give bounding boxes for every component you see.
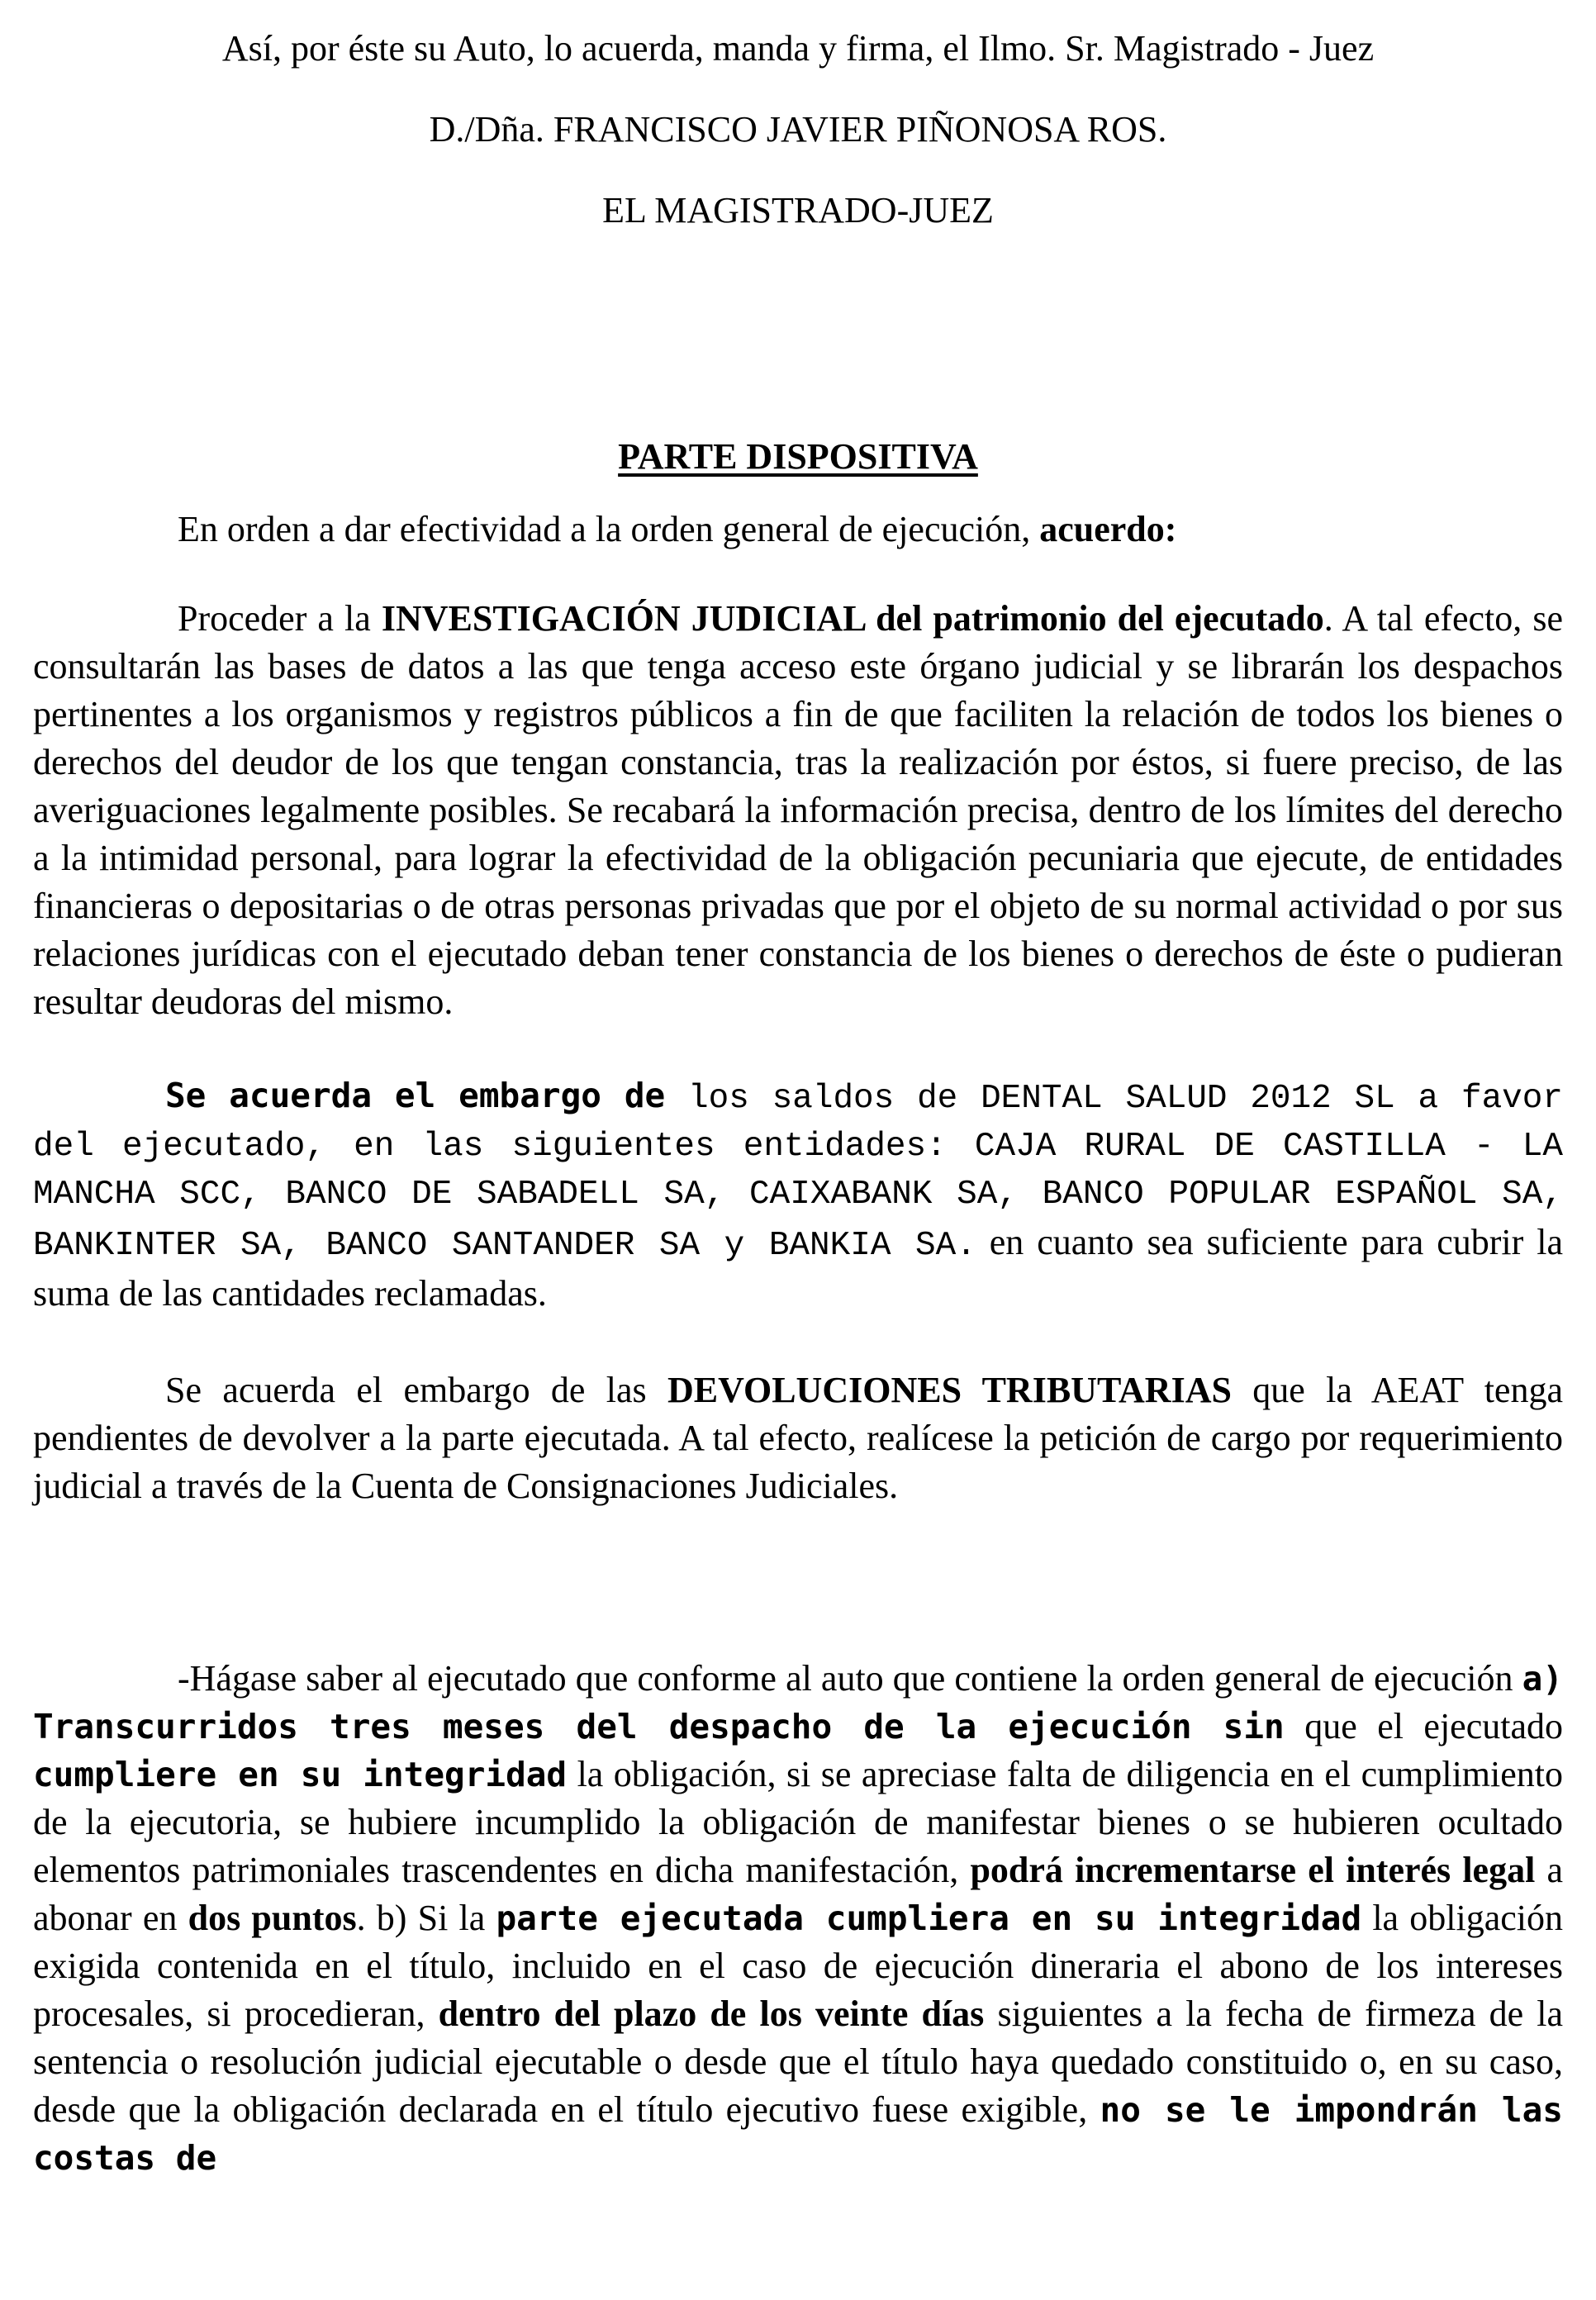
hagase-s6: la obligación exigida contenida en el título, incluido en el caso de ejecución dineraria el abono de los intereses procesales, si procedieran, — [33, 1898, 1563, 2034]
investigation-rest: . A tal efecto, se consultarán las bases de datos a las que tenga acceso este órgano judicial y se librarán los despachos pertinentes a los organismos y registros públicos a fin de que faciliten la relación de todos los bienes o derechos del deudor de los que tengan constancia, tras la realización por éstos, si fuere preciso, de las averiguaciones legalmente posibles. Se recabará la información precisa, dentro de los límites del derecho a la intimidad personal, para lograr la efectividad de la obligación pecuniaria que ejecute, de entidades financieras o depositarias o de otras personas privadas que por el objeto de su normal actividad o por sus relaciones jurídicas con el ejecutado deban tener constancia de los bienes o derechos de éste o pudieran resultar deudoras del mismo. — [33, 598, 1563, 1022]
judge-name: D./Dña. FRANCISCO JAVIER PIÑONOSA ROS. — [429, 109, 1167, 150]
investigation-paragraph — [33, 595, 1563, 1026]
hagase-s4: a abonar en — [33, 1850, 1564, 1938]
devoluciones-bold: DEVOLUCIONES TRIBUTARIAS — [667, 1370, 1232, 1410]
intro-paragraph — [33, 506, 1563, 554]
embargo-rest: en cuanto sea suficiente para cubrir la suma de las cantidades reclamadas. — [33, 1222, 1563, 1314]
hagase-b2: cumpliere en su integridad — [33, 1755, 568, 1794]
hagase-b4: dos puntos — [188, 1898, 357, 1938]
hagase-b7: no se le impondrán las costas de — [33, 2090, 1563, 2178]
devoluciones-pre: Se acuerda el embargo de las — [165, 1370, 667, 1410]
embargo-bold: Se acuerda el embargo de — [165, 1076, 666, 1115]
judge-title: EL MAGISTRADO-JUEZ — [602, 190, 994, 230]
hagase-b5: parte ejecutada cumpliera en su integridad — [496, 1898, 1362, 1938]
hagase-s3: la obligación, si se apreciase falta de diligencia en el cumplimiento de la ejecutoria, se hubiere incumplido la obligación de manifestar bienes o se hubieren ocultado elementos patrimoniales trascendentes en dicha manifestación, — [33, 1754, 1563, 1890]
header-line-1: Así, por éste su Auto, lo acuerda, manda y firma, el Ilmo. Sr. Magistrado - Juez — [221, 28, 1375, 69]
hagase-s2: que el ejecutado — [1284, 1706, 1563, 1746]
section-title: PARTE DISPOSITIVA — [618, 436, 978, 477]
embargo-paragraph — [33, 1072, 1563, 1321]
devoluciones-rest: que la AEAT tenga pendientes de devolver a la parte ejecutada. A tal efecto, realícese la petición de cargo por requerimiento judicial a través de la Cuenta de Consignaciones Judiciales. — [33, 1370, 1563, 1506]
hagase-s1: -Hágase saber al ejecutado que conforme al auto que contiene la orden general de ejecución — [178, 1658, 1522, 1699]
hagase-b1: a) Transcurridos tres meses del despacho de la ejecución sin — [33, 1659, 1563, 1746]
intro-bold: acuerdo: — [1039, 509, 1177, 549]
hagase-b3: podrá incrementarse el interés legal — [970, 1850, 1536, 1890]
hagase-paragraph — [33, 1655, 1563, 2182]
hagase-s7: siguientes a la fecha de firmeza de la sentencia o resolución judicial ejecutable o desde que el título haya quedado constituido o, en su caso, desde que la obligación declarada en el título ejecutivo fuese exigible, — [33, 1993, 1564, 2130]
investigation-pre: Proceder a la — [178, 598, 382, 639]
intro-text: En orden a dar efectividad a la orden general de ejecución, — [178, 509, 1040, 549]
hagase-b6: dentro del plazo de los veinte días — [438, 1993, 985, 2034]
hagase-s5: . b) Si la — [356, 1898, 496, 1938]
investigation-bold-1: INVESTIGACIÓN JUDICIAL — [381, 598, 866, 639]
embargo-mid: los saldos de DENTAL SALUD 2012 SL a favor del ejecutado, en las siguientes entidades: CAJA RURAL DE CASTILLA - LA MANCHA SCC, BANCO DE SABADELL SA, CAIXABANK SA, BANCO POPULAR ESPAÑOL SA, BANKINTER SA, BANCO SANTANDER SA y BANKIA SA. — [33, 1080, 1563, 1265]
investigation-bold-2: del patrimonio del ejecutado — [865, 598, 1324, 639]
devoluciones-paragraph — [33, 1366, 1563, 1510]
